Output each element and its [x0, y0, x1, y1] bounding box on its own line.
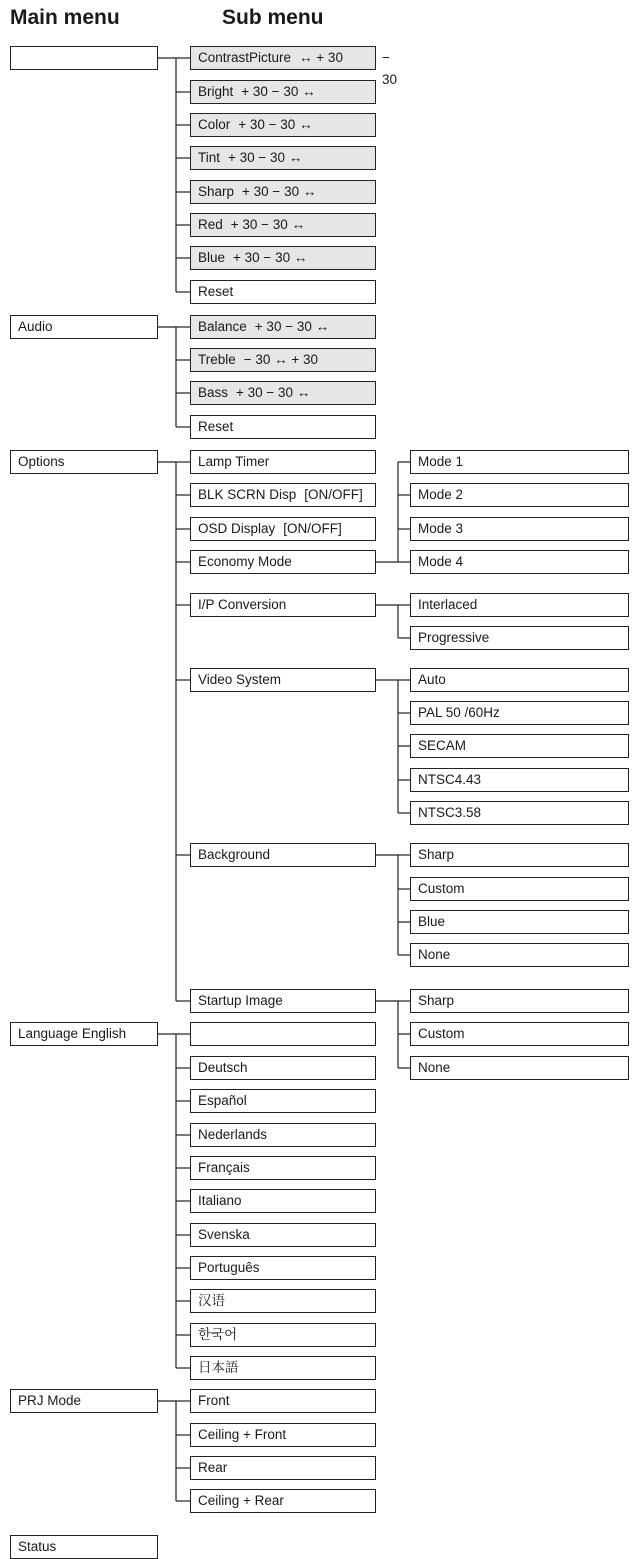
language-option: Italiano — [190, 1189, 376, 1213]
item-value: + 30 − 30 ↔ — [233, 250, 308, 265]
main-menu-heading: Main menu — [10, 6, 120, 29]
language-option: 한국어 — [190, 1323, 376, 1347]
language-option: Español — [190, 1089, 376, 1113]
video-system-option: NTSC4.43 — [410, 768, 629, 792]
item-label: Lamp Timer — [198, 454, 270, 469]
language-option: Français — [190, 1156, 376, 1180]
main-menu-picture — [10, 46, 158, 70]
item-label: Video System — [198, 672, 282, 687]
picture-item — [190, 280, 376, 304]
audio-item — [190, 415, 376, 439]
startup-image-option: Custom — [410, 1022, 629, 1046]
main-menu-audio: Audio — [10, 315, 158, 339]
language-option: Português — [190, 1256, 376, 1280]
ip-conversion-option: Progressive — [410, 626, 629, 650]
item-label: BLK SCRN Disp — [198, 487, 297, 502]
options-item-ip — [190, 593, 376, 617]
item-label: Background — [198, 847, 271, 862]
ip-conversion-option: Interlaced — [410, 593, 629, 617]
item-value: + 30 − 30 ↔ — [254, 319, 330, 334]
item-label: Bass — [198, 385, 229, 400]
item-label: Red — [198, 217, 223, 232]
item-label: Sharp — [198, 184, 235, 199]
language-option: Nederlands — [190, 1123, 376, 1147]
item-label: Blue — [198, 250, 226, 265]
item-label: Startup Image — [198, 993, 283, 1008]
audio-item — [190, 381, 376, 405]
picture-item — [190, 46, 376, 70]
options-item-osd — [190, 517, 376, 541]
item-value: − 30 ↔ + 30 — [243, 352, 319, 367]
background-option: Blue — [410, 910, 629, 934]
item-label: ContrastPicture — [198, 50, 292, 65]
economy-mode-option: Mode 1 — [410, 450, 629, 474]
economy-mode-option: Mode 4 — [410, 550, 629, 574]
picture-item — [190, 246, 376, 270]
item-value: [ON/OFF] — [304, 487, 363, 502]
item-label: Bright — [198, 84, 234, 99]
main-menu-options: Options — [10, 450, 158, 474]
item-value: [ON/OFF] — [283, 521, 342, 536]
item-label: Color — [198, 117, 231, 132]
options-item-video — [190, 668, 376, 692]
video-system-option: PAL 50 /60Hz — [410, 701, 629, 725]
economy-mode-option: Mode 2 — [410, 483, 629, 507]
language-option: 日本語 — [190, 1356, 376, 1380]
audio-item — [190, 348, 376, 372]
item-value: + 30 − 30 ↔ — [228, 150, 303, 165]
prj-mode-option: Rear — [190, 1456, 376, 1480]
item-label: Reset — [198, 419, 234, 434]
prj-mode-option: Ceiling + Front — [190, 1423, 376, 1447]
item-label: Reset — [198, 284, 234, 299]
options-item-startup — [190, 989, 376, 1013]
background-option: None — [410, 943, 629, 967]
options-item-background — [190, 843, 376, 867]
options-item-lamp — [190, 450, 376, 474]
item-label: OSD Display — [198, 521, 276, 536]
item-value: + 30 − 30 ↔ — [230, 217, 306, 232]
prj-mode-option: Ceiling + Rear — [190, 1489, 376, 1513]
picture-item — [190, 180, 376, 204]
item-value: + 30 − 30 ↔ — [238, 117, 313, 132]
picture-item — [190, 80, 376, 104]
item-label: Treble — [198, 352, 236, 367]
item-label: Tint — [198, 150, 221, 165]
item-value: + 30 − 30 ↔ — [242, 184, 317, 199]
video-system-option: SECAM — [410, 734, 629, 758]
options-item-economy — [190, 550, 376, 574]
language-option: Svenska — [190, 1223, 376, 1247]
picture-item — [190, 146, 376, 170]
background-option: Sharp — [410, 843, 629, 867]
item-value: + 30 − 30 ↔ — [236, 385, 311, 400]
main-menu-language: Language English — [10, 1022, 158, 1046]
sub-menu-heading: Sub menu — [222, 6, 324, 29]
item-label: Balance — [198, 319, 247, 334]
economy-mode-option: Mode 3 — [410, 517, 629, 541]
video-system-option: Auto — [410, 668, 629, 692]
item-value: ↔ + 30 — [299, 50, 343, 65]
contrast-range-overflow: − 30 — [382, 50, 398, 87]
video-system-option: NTSC3.58 — [410, 801, 629, 825]
language-option: 汉语 — [190, 1289, 376, 1313]
audio-item — [190, 315, 376, 339]
language-option: Deutsch — [190, 1056, 376, 1080]
item-label: I/P Conversion — [198, 597, 287, 612]
picture-item — [190, 113, 376, 137]
picture-item — [190, 213, 376, 237]
prj-mode-option: Front — [190, 1389, 376, 1413]
item-label: Economy Mode — [198, 554, 292, 569]
main-menu-status: Status — [10, 1535, 158, 1559]
options-item-blk — [190, 483, 376, 507]
startup-image-option: Sharp — [410, 989, 629, 1013]
startup-image-option: None — [410, 1056, 629, 1080]
background-option: Custom — [410, 877, 629, 901]
main-menu-prj: PRJ Mode — [10, 1389, 158, 1413]
language-option — [190, 1022, 376, 1046]
item-value: + 30 − 30 ↔ — [241, 84, 316, 99]
